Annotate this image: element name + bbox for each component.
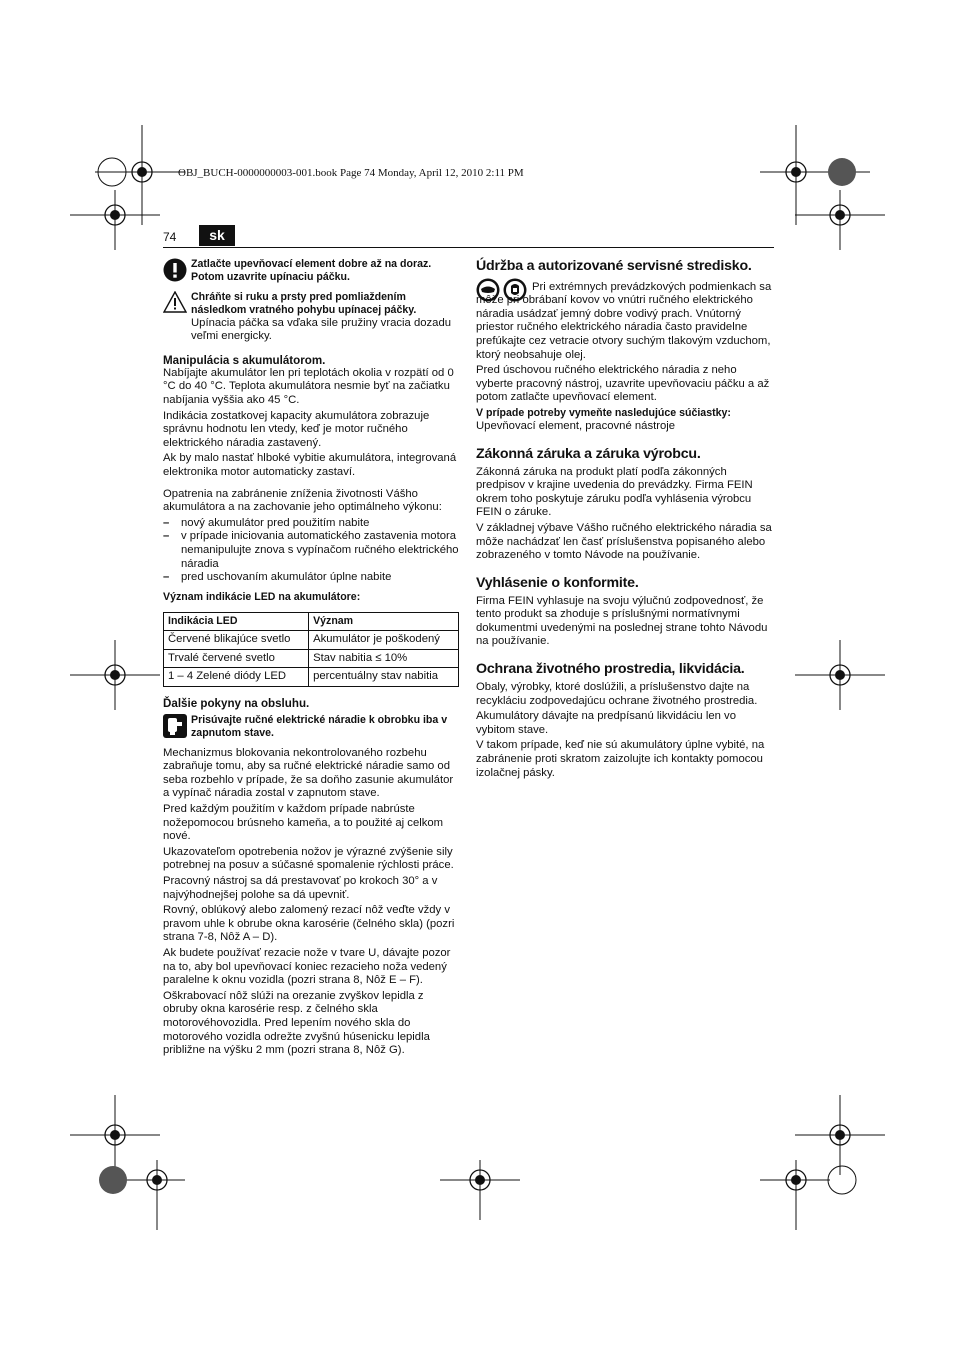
table-row [164, 631, 459, 650]
battery-paragraph-4: Opatrenia na zabránenie zníženia životnosti Vášho akumulátora a na zachovanie jeho optimálneho výkonu: [163, 487, 442, 514]
ops-notice-row [163, 714, 459, 743]
ops-paragraph: Rovný, oblúkový alebo zalomený rezací nôž veďte vždy v pravom uhle k obrube okna karosérie (čelného skla) (pozri strana 7-8, Nôž A – D). [163, 904, 455, 944]
ops-paragraph: Ak budete používať rezacie nože v tvare U, dávajte pozor na to, aby bol upevňovací koniec rezacieho noža vedený paralelne k oknu vozidla (pozri strana 8, Nôž E – F). [163, 946, 451, 987]
led-heading: Význam indikácie LED na akumulátore: [163, 590, 361, 603]
table-cell: Trvalé červené svetlo [164, 649, 309, 668]
warning-bold-text: Chráňte si ruku a prsty pred pomliaždením následkom vratného pohybu upínacej páčky. [191, 290, 417, 316]
ops-notice-text: Prisúvajte ručné elektrické náradie k obrobku iba v zapnutom stave. [191, 714, 448, 740]
ops-paragraph: Oškrabovací nôž slúži na orezanie zvyškov lepidla z obruby okna karosérie resp. z čelného skla motorovéhovozidla. Pred lepením nového skla do motorového vozidla odrežte zvyšnú húsenicku lepidla približne na výšku 2 mm (pozri strana 8, Nôž G). [163, 989, 430, 1057]
maintenance-heading: Údržba a autorizované servisné stredisko. [476, 258, 752, 274]
table-cell: percentuálny stav nabitia [309, 668, 459, 687]
battery-paragraph-2: Indikácia zostatkovej kapacity akumulátora zobrazuje správnu hodnotu len vtedy, keď je motor ručného elektrického náradia zastavený. [163, 409, 430, 449]
ops-paragraph: Pred každým použitím v každom prípade nabrúste nožepomocou brúsneho kameňa, a to použité aj celkom nové. [163, 803, 444, 843]
maintenance-paragraph-2: Pred úschovou ručného elektrického náradia z neho vyberte pracovný nástroj, uzavrite upevňovaciu páčku a až potom zatlačte upevňovací element. [476, 364, 770, 404]
table-row [164, 668, 459, 687]
conformity-heading: Vyhlásenie o konformite. [476, 574, 639, 591]
list-item: – v prípade iniciovania automatického zastavenia motora nemanipulujte znova s vypínačom ručného elektrického náradia [163, 530, 459, 571]
maintenance-paragraph-1: Pri extrémnych prevádzkových podmienkach sa môže pri obrábaní kovov vo vnútri ručného elektrického náradia usádzať jemný dobre vodivý prach. Vnútorný priestor ručného elektrického náradia často pravidelne prefúkajte cez vetracie otvory suchým tlakovým vzduchom, ktorý neobsahuje olej. [476, 280, 772, 361]
environment-paragraph-1: Obaly, výrobky, ktoré doslúžili, a príslušenstvo dajte na recykláciu zodpovedajúcu ochrane životného prostredia. [476, 681, 758, 707]
battery-paragraph-3: Ak by malo nastať hlboké vybitie akumulátora, integrovaná elektronika motor automaticky zastaví. [163, 452, 457, 478]
table-cell: Červené blikajúce svetlo [164, 631, 309, 650]
notice-text: Zatlačte upevňovací element dobre až na doraz. Potom uzavrite upínaciu páčku. [191, 258, 432, 283]
right-column [476, 258, 774, 782]
conformity-paragraph: Firma FEIN vyhlasuje na svoju výlučnú zodpovednosť, že tento produkt sa zhoduje s príslušnými normatívnymi dokumentmi uvedenými na poslednej strane tohto Návodu na používanie. [476, 594, 768, 648]
table-header-cell: Indikácia LED [164, 612, 309, 631]
header-rule [163, 247, 774, 248]
registration-target-right-upper [795, 190, 885, 250]
power-tool-icon [163, 714, 187, 743]
table-cell: 1 – 4 Zelené diódy LED [164, 668, 309, 687]
ops-paragraph: Mechanizmus blokovania nekontrolovaného rozbehu zabraňuje tomu, aby sa ručné elektrické náradie samo od seba rozbehlo v prípade, že sa doňho zasunie akumulátor a vypínač náradia zostal v zapnutom stave. [163, 746, 454, 800]
warranty-paragraph-2: V základnej výbave Vášho ručného elektrického náradia sa môže nachádzať len časť príslušenstva popisaného alebo zobrazeného v tomto Návode na používanie. [476, 521, 772, 562]
parts-heading: V prípade potreby vymeňte nasledujúce súčiastky: [476, 406, 731, 419]
left-column [163, 258, 459, 1060]
battery-heading: Manipulácia s akumulátorom. [163, 353, 326, 367]
table-cell: Akumulátor je poškodený [309, 631, 459, 650]
warning-text: Upínacia páčka sa vďaka sile pružiny vracia dozadu veľmi energicky. [191, 316, 452, 343]
ops-paragraph: Pracovný nástroj sa dá prestavovať po krokoch 30° a v najvýhodnejšej polohe sa dá upevniť. [163, 875, 438, 901]
led-table [163, 612, 459, 687]
list-item: – nový akumulátor pred použitím nabite [163, 517, 459, 531]
registration-target-mid-right [795, 640, 885, 710]
parts-text: Upevňovací element, pracovné nástroje [476, 419, 676, 432]
table-header-cell: Význam [309, 612, 459, 631]
battery-paragraph-1: Nabíjajte akumulátor len pri teplotách okolia v rozpätí od 0 °C do 40 °C. Teplota akumulátora nesmie byť na začiatku nabíjania vyššia ako 45 °C. [163, 366, 454, 406]
print-header: OBJ_BUCH-0000000003-001.book Page 74 Monday, April 12, 2010 2:11 PM [178, 167, 524, 179]
page-number: 74 [163, 230, 177, 244]
crop-mark-bottom-left [95, 1160, 185, 1230]
environment-heading: Ochrana životného prostredia, likvidácia. [476, 661, 745, 678]
language-tag: sk [199, 225, 235, 246]
ops-paragraph: Ukazovateľom opotrebenia nožov je výrazné zvýšenie sily potrebnej na posuv a súčasné spomalenie rýchlosti práce. [163, 845, 454, 872]
battery-list [163, 517, 459, 585]
registration-target-mid-left [70, 640, 160, 710]
warranty-paragraph-1: Zákonná záruka na produkt platí podľa zákonných predpisov v krajine uvedenia do prevádzky. Firma FEIN okrem toho poskytuje záruku podľa vyhlásenia výrobcu FEIN o záruke. [476, 465, 753, 519]
environment-paragraph-3: V takom prípade, keď nie sú akumulátory úplne vybité, na zabránenie proti skratom zaizolujte ich kontakty pomocou izolačnej pásky. [476, 739, 765, 779]
ops-heading: Ďalšie pokyny na obsluhu. [163, 697, 310, 711]
crop-mark-bottom-right [760, 1160, 870, 1230]
warning-content [191, 291, 459, 344]
table-header-row [164, 612, 459, 631]
table-row [164, 649, 459, 668]
environment-paragraph-2: Akumulátory dávajte na predpísanú likvidáciu len vo vybitom stave. [476, 710, 736, 736]
notice-row [163, 258, 459, 287]
notice-exclamation-icon [163, 258, 187, 287]
registration-target-left-upper [70, 190, 160, 250]
warranty-heading: Zákonná záruka a záruka výrobcu. [476, 445, 701, 462]
warning-row [163, 291, 459, 344]
table-cell: Stav nabitia ≤ 10% [309, 649, 459, 668]
list-item: – pred uschovaním akumulátor úplne nabite [163, 571, 459, 585]
warning-triangle-icon [163, 291, 187, 318]
crop-mark-bottom-center [440, 1160, 520, 1220]
